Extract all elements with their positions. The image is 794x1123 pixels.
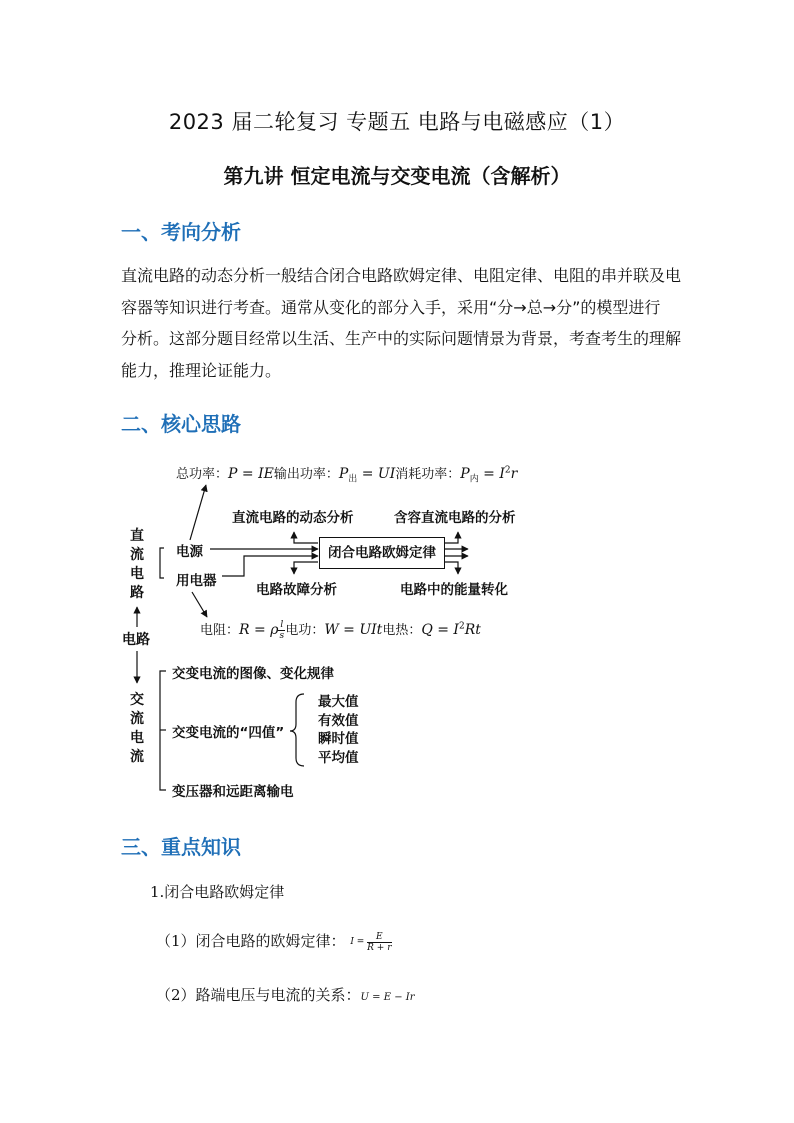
- formula-lhs: I =: [350, 937, 365, 947]
- section-heading-analysis: 一、考向分析: [121, 220, 241, 244]
- knowledge-item-1a: [156, 930, 392, 953]
- formula-fraction: [367, 932, 391, 953]
- resistance-formula: R = ρ: [239, 622, 279, 638]
- paragraph-line: 分析。这部分题目经常以生活、生产中的实际问题情景为背景，考查考生的理解: [121, 329, 682, 348]
- heat-end: Rt: [464, 622, 481, 638]
- ohm-law-formula: [350, 932, 391, 953]
- document-title: 2023 届二轮复习 专题五 电路与电磁感应（1）: [168, 110, 626, 134]
- consumed-power-label: 消耗功率：: [395, 467, 461, 482]
- resistance-label: 电阻：: [200, 623, 240, 638]
- paragraph-line: 容器等知识进行考查。通常从变化的部分入手，采用“分→总→分”的模型进行: [121, 297, 661, 317]
- output-power-var: P: [338, 466, 349, 482]
- total-power-label: 总功率：: [176, 467, 229, 482]
- ohm-law-label: （1）闭合电路的欧姆定律：: [156, 932, 346, 950]
- output-power-sub: 出: [348, 474, 358, 485]
- consumed-power-sub: 内: [469, 474, 479, 485]
- consumed-power-end: r: [510, 466, 518, 482]
- average-value-label: 平均值: [318, 749, 359, 766]
- document-subtitle: 第九讲 恒定电流与交变电流（含解析）: [223, 164, 571, 188]
- ac-graph-law-label: 交变电流的图像、变化规律: [172, 666, 334, 682]
- work-formula: W = UIt: [324, 622, 383, 638]
- four-values-list: [318, 693, 359, 767]
- resistance-formula-line: [200, 619, 481, 641]
- paragraph-line: 能力，推理论证能力。: [121, 360, 282, 380]
- circuit-fault-analysis-label: 电路故障分析: [256, 582, 337, 598]
- transformer-transmission-label: 变压器和远距离输电: [172, 784, 294, 800]
- dc-dynamic-analysis-label: 直流电路的动态分析: [232, 510, 354, 526]
- output-power-label: 输出功率：: [273, 467, 339, 482]
- dc-circuit-vertical-label: 直流电路: [130, 528, 144, 601]
- fraction-numerator: l: [280, 620, 284, 630]
- fraction-denominator: s: [279, 631, 285, 641]
- appliance-label: 用电器: [176, 573, 217, 589]
- ac-four-values-label: 交变电流的“四值”: [172, 725, 285, 741]
- power-formula-line: [176, 463, 517, 485]
- max-value-label: 最大值: [318, 694, 359, 710]
- section-heading-key-knowledge: 三、重点知识: [121, 835, 241, 859]
- heat-formula: Q = I: [421, 622, 459, 638]
- work-label: 电功：: [285, 623, 325, 638]
- fraction-numerator: E: [367, 932, 391, 943]
- energy-conversion-label: 电路中的能量转化: [400, 582, 508, 598]
- circuit-root-label: 电路: [122, 632, 150, 648]
- knowledge-item-1: 1.闭合电路欧姆定律: [150, 883, 285, 901]
- power-source-label: 电源: [176, 544, 203, 560]
- output-power-formula: = UI: [357, 466, 396, 482]
- consumed-power-formula: = I: [478, 466, 505, 482]
- effective-value-label: 有效值: [318, 712, 359, 729]
- capacitor-circuit-analysis-label: 含容直流电路的分析: [394, 510, 516, 526]
- heat-sup: 2: [458, 621, 465, 632]
- paragraph-line: 直流电路的动态分析一般结合闭合电路欧姆定律、电阻定律、电阻的串并联及电: [121, 266, 682, 285]
- heat-label: 电热：: [382, 623, 422, 638]
- knowledge-item-1b: [156, 984, 414, 1005]
- consumed-power-sup: 2: [504, 465, 511, 476]
- consumed-power-var: P: [460, 466, 470, 482]
- terminal-voltage-formula: U = E − Ir: [360, 992, 415, 1003]
- instant-value-label: 瞬时值: [318, 731, 359, 747]
- fraction-denominator: R + r: [367, 942, 392, 953]
- terminal-voltage-label: （2）路端电压与电流的关系：: [156, 986, 361, 1004]
- closed-circuit-ohm-law-box: 闭合电路欧姆定律: [319, 537, 445, 569]
- section-heading-core-ideas: 二、核心思路: [121, 412, 241, 436]
- total-power-formula: P = IE: [228, 466, 274, 482]
- ac-current-vertical-label: 交流电流: [130, 692, 144, 765]
